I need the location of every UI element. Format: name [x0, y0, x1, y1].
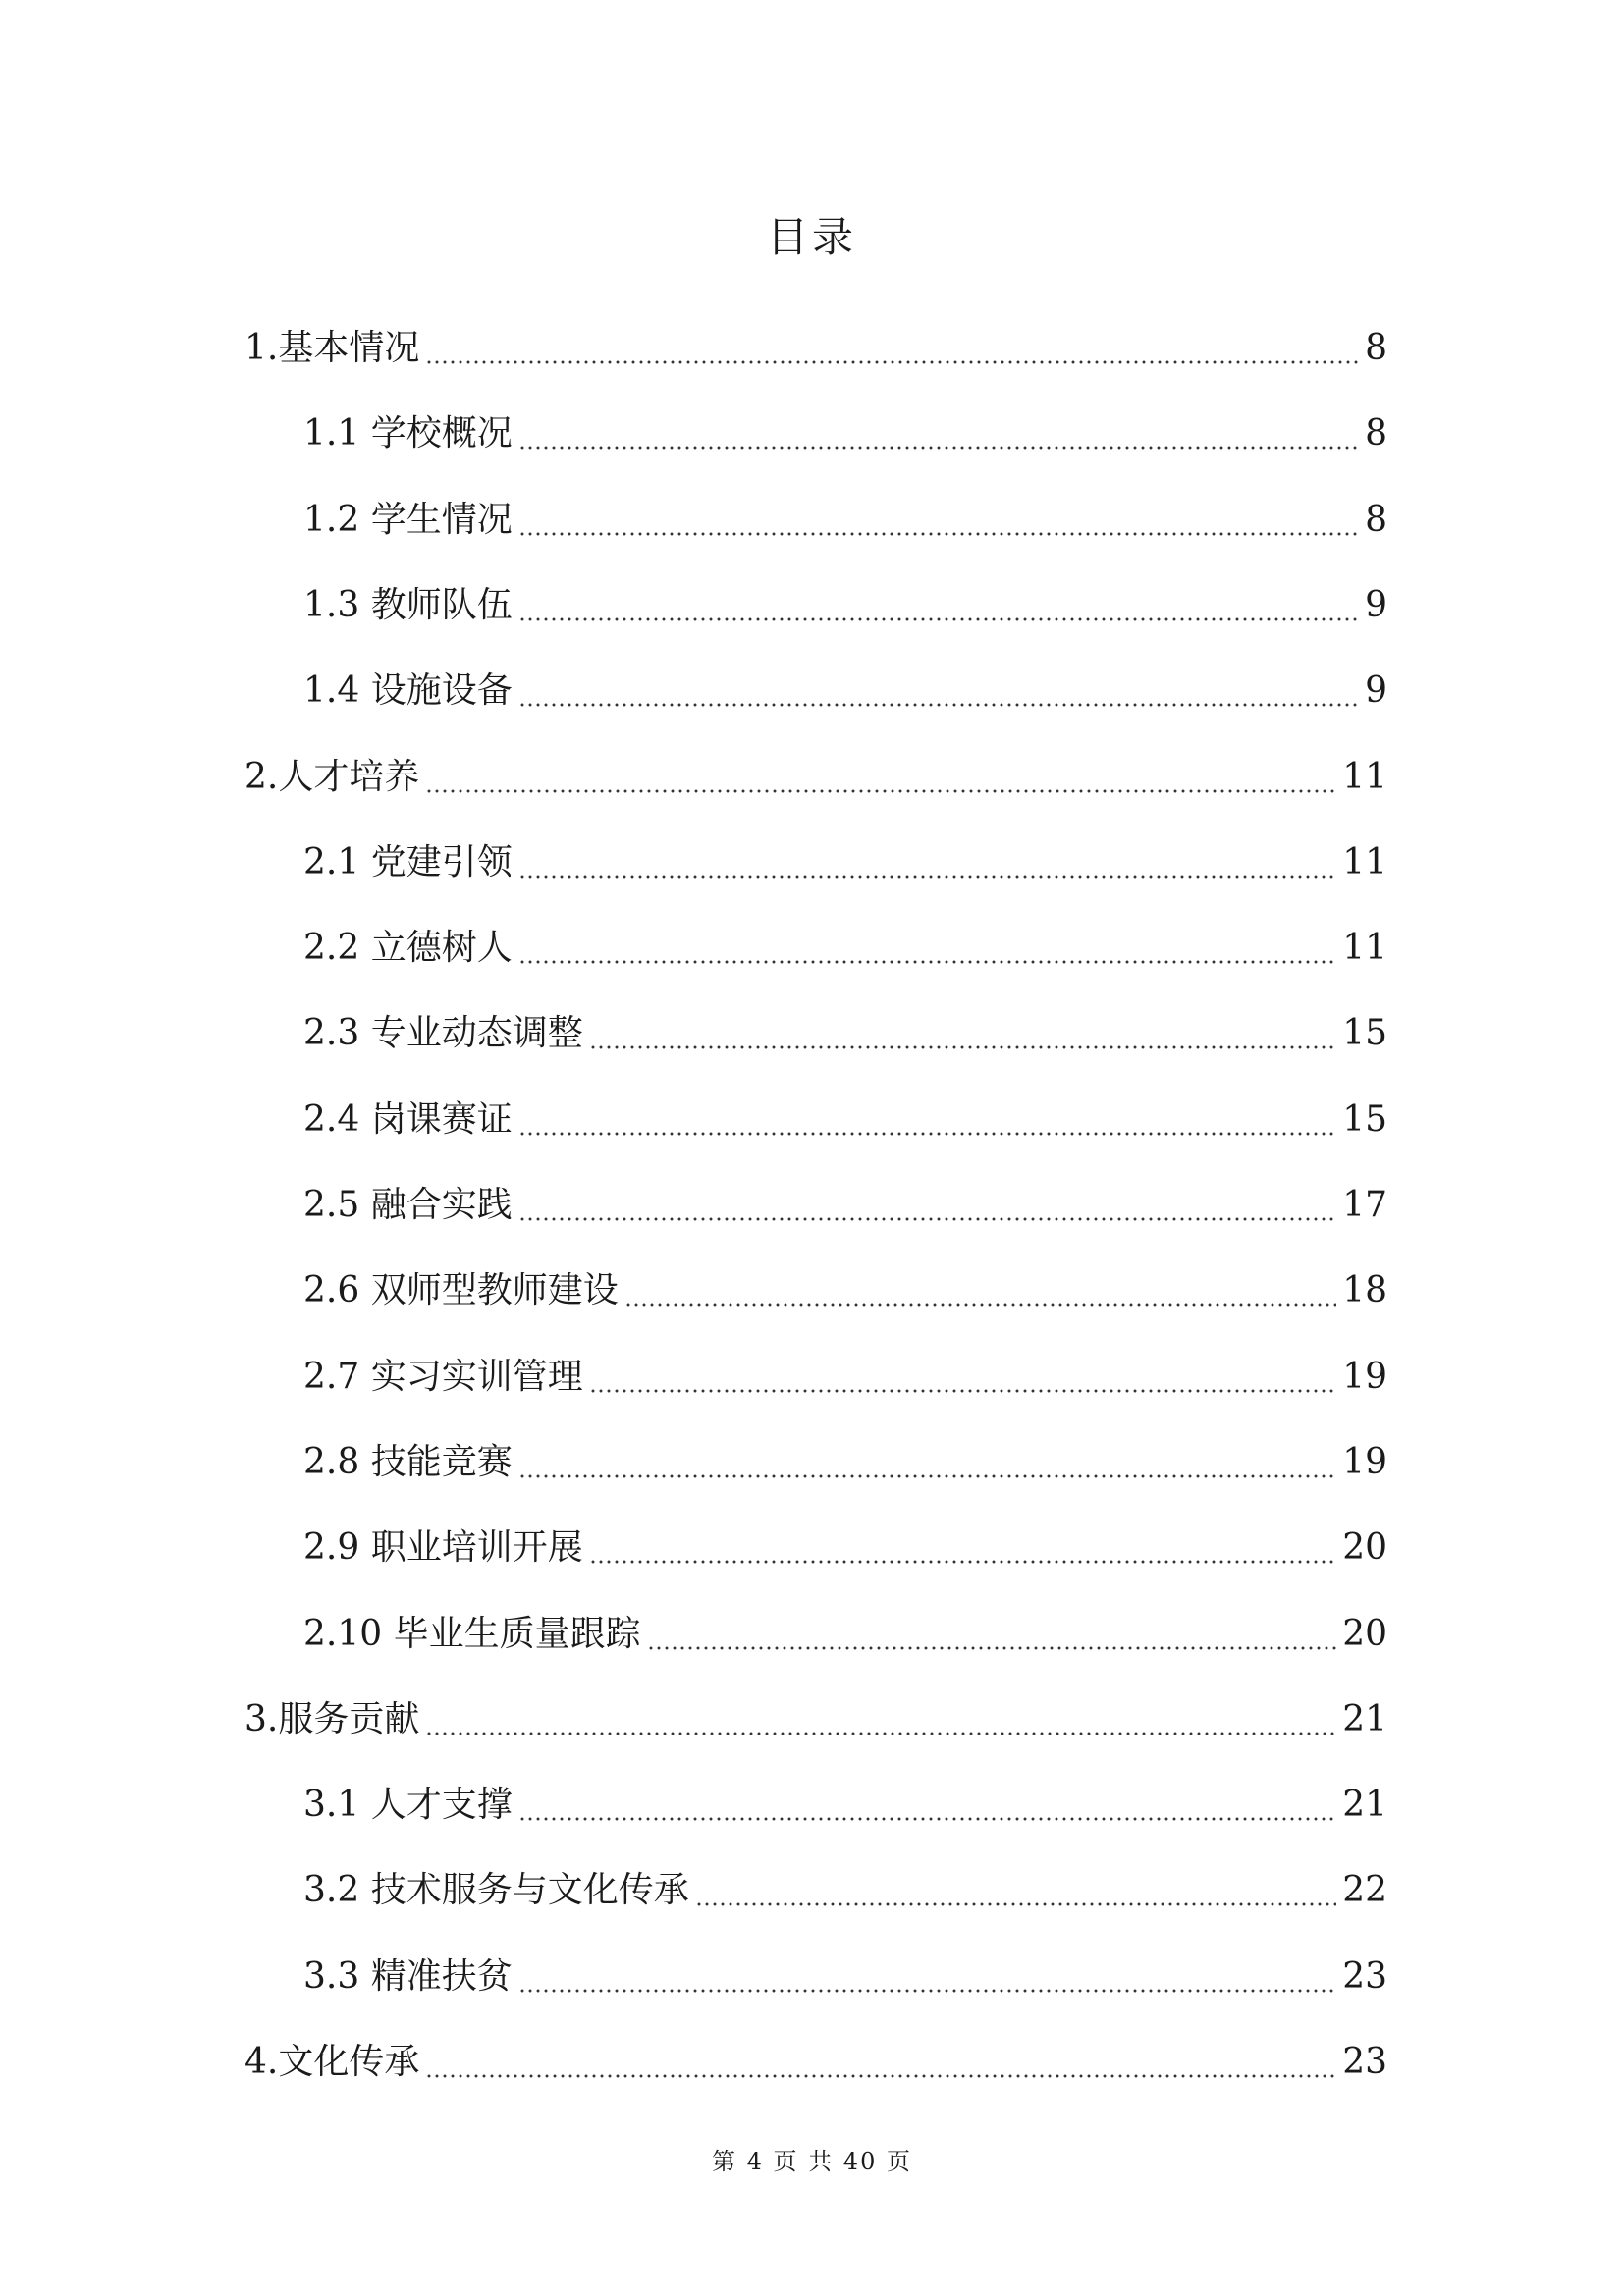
- toc-entry[interactable]: [244, 753, 1387, 802]
- page-title: 目录: [766, 213, 857, 261]
- toc-entry[interactable]: [303, 1353, 1387, 1402]
- toc-entry-label: 2.5 融合实践: [303, 1185, 513, 1225]
- toc-entry-page-number: 18: [1342, 1270, 1387, 1310]
- toc-entry-label: 3.3 精准扶贫: [303, 1956, 513, 1997]
- toc-dot-leader: [624, 1303, 1336, 1307]
- toc-dot-leader: [518, 446, 1359, 450]
- toc-entry-page-number: 11: [1342, 757, 1387, 797]
- toc-entry-label: 1.2 学生情况: [303, 500, 513, 540]
- toc-entry[interactable]: [303, 1438, 1387, 1487]
- toc-entry[interactable]: [303, 409, 1387, 458]
- toc-dot-leader: [518, 1132, 1336, 1136]
- toc-dot-leader: [518, 875, 1336, 879]
- toc-entry-page-number: 20: [1342, 1527, 1387, 1568]
- toc-entry-page-number: 8: [1365, 500, 1387, 540]
- toc-entry-page-number: 21: [1342, 1785, 1387, 1825]
- toc-entry[interactable]: [303, 667, 1387, 716]
- toc-entry-label: 1.3 教师队伍: [303, 585, 513, 625]
- toc-dot-leader: [589, 1389, 1336, 1393]
- toc-entry[interactable]: [303, 1009, 1387, 1058]
- toc-entry[interactable]: [303, 1952, 1387, 2002]
- toc-dot-leader: [425, 2074, 1336, 2078]
- toc-entry-label: 3.1 人才支撑: [303, 1785, 513, 1825]
- toc-entry-page-number: 11: [1342, 928, 1387, 968]
- toc-entry[interactable]: [303, 838, 1387, 887]
- toc-entry-label: 3.服务贡献: [244, 1699, 420, 1739]
- toc-entry-label: 2.6 双师型教师建设: [303, 1270, 619, 1310]
- toc-dot-leader: [518, 1817, 1336, 1821]
- toc-entry[interactable]: [303, 1866, 1387, 1915]
- toc-entry-label: 3.2 技术服务与文化传承: [303, 1870, 689, 1910]
- toc-entry[interactable]: [244, 1695, 1387, 1744]
- toc-dot-leader: [518, 1217, 1336, 1221]
- toc-dot-leader: [518, 703, 1359, 707]
- toc-entry-label: 1.4 设施设备: [303, 670, 513, 711]
- toc-entry-page-number: 15: [1342, 1013, 1387, 1053]
- toc-entry[interactable]: [244, 324, 1387, 373]
- toc-entry-page-number: 8: [1365, 328, 1387, 368]
- toc-dot-leader: [518, 532, 1359, 536]
- toc-entry[interactable]: [303, 1181, 1387, 1230]
- toc-dot-leader: [518, 960, 1336, 964]
- toc-entry-label: 2.人才培养: [244, 757, 420, 797]
- toc-entry-page-number: 21: [1342, 1699, 1387, 1739]
- toc-entry[interactable]: [303, 1610, 1387, 1659]
- toc-dot-leader: [589, 1560, 1336, 1564]
- toc-entry-label: 2.7 实习实训管理: [303, 1357, 583, 1397]
- toc-entry-label: 1.1 学校概况: [303, 413, 513, 454]
- toc-entry[interactable]: [303, 496, 1387, 545]
- toc-entry-page-number: 19: [1342, 1442, 1387, 1482]
- toc-entry-page-number: 23: [1342, 1956, 1387, 1997]
- toc-entry-label: 4.文化传承: [244, 2042, 420, 2082]
- toc-entry-page-number: 23: [1342, 2042, 1387, 2082]
- toc-entry-label: 1.基本情况: [244, 328, 420, 368]
- toc-dot-leader: [425, 789, 1336, 793]
- toc-entry-label: 2.2 立德树人: [303, 928, 513, 968]
- toc-entry-label: 2.10 毕业生质量跟踪: [303, 1614, 641, 1654]
- toc-entry-page-number: 19: [1342, 1357, 1387, 1397]
- toc-dot-leader: [518, 1989, 1336, 1993]
- toc-dot-leader: [518, 1474, 1336, 1478]
- toc-entry[interactable]: [303, 1781, 1387, 1830]
- toc-entry-page-number: 9: [1365, 670, 1387, 711]
- toc-entry-page-number: 22: [1342, 1870, 1387, 1910]
- toc-entry-label: 2.8 技能竞赛: [303, 1442, 513, 1482]
- toc-dot-leader: [425, 360, 1359, 364]
- toc-entry[interactable]: [303, 1266, 1387, 1315]
- toc-entry[interactable]: [303, 924, 1387, 973]
- toc-entry[interactable]: [303, 1523, 1387, 1573]
- toc-entry-page-number: 11: [1342, 842, 1387, 882]
- toc-dot-leader: [695, 1902, 1336, 1906]
- page-footer: 第 4 页 共 40 页: [712, 2148, 912, 2175]
- toc-dot-leader: [589, 1045, 1336, 1049]
- toc-dot-leader: [518, 617, 1359, 621]
- toc-entry-label: 2.9 职业培训开展: [303, 1527, 583, 1568]
- toc-entry-page-number: 20: [1342, 1614, 1387, 1654]
- toc-entry[interactable]: [303, 581, 1387, 630]
- toc-entry-label: 2.4 岗课赛证: [303, 1099, 513, 1140]
- toc-entry-page-number: 15: [1342, 1099, 1387, 1140]
- toc-entry-page-number: 9: [1365, 585, 1387, 625]
- toc-dot-leader: [647, 1646, 1337, 1650]
- toc-entry-label: 2.3 专业动态调整: [303, 1013, 583, 1053]
- toc-entry-page-number: 17: [1342, 1185, 1387, 1225]
- toc-dot-leader: [425, 1732, 1336, 1735]
- toc-entry[interactable]: [303, 1095, 1387, 1145]
- toc-entry[interactable]: [244, 2038, 1387, 2087]
- toc-entry-page-number: 8: [1365, 413, 1387, 454]
- toc-entry-label: 2.1 党建引领: [303, 842, 513, 882]
